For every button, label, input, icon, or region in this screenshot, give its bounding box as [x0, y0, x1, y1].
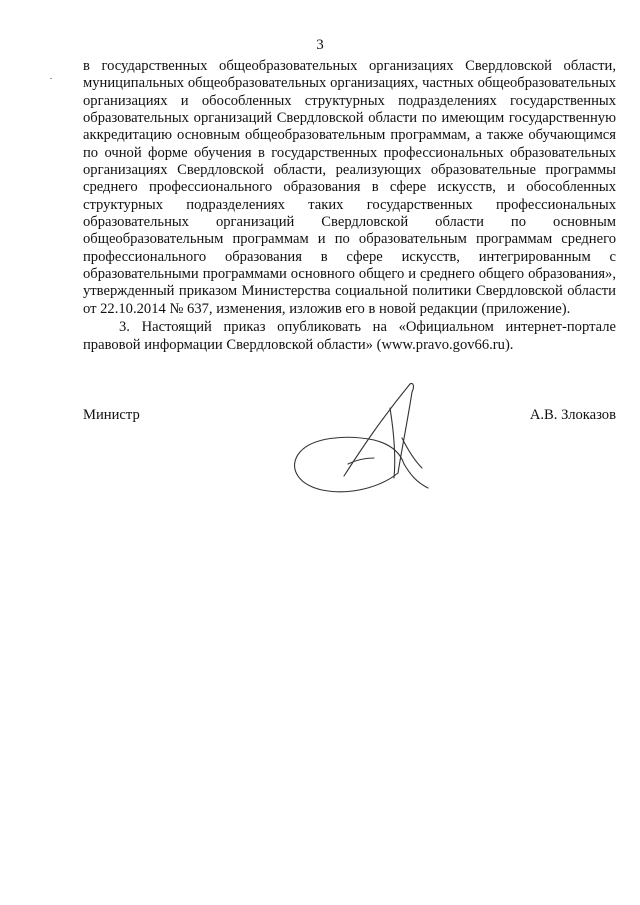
signatory-name: А.В. Злоказов [529, 407, 616, 423]
paragraph-item-3: 3. Настоящий приказ опубликовать на «Официальном интернет-портале правовой информации Свердловской области» (www.pravo.gov66.ru). [83, 319, 616, 353]
signatory-position: Министр [83, 407, 140, 423]
paragraph-continuation: в государственных общеобразовательных организациях Свердловской области, муниципальных общеобразовательных организациях, частных общеобразовательных организациях и обособленных структурных подразделениях государственных образовательных организаций Свердловской области по имеющим государственную аккредитацию основным общеобразовательным программам, а также обучающимся по очной форме обучения в государственных профессиональных образовательных организациях Свердловской области, реализующих образовательные программы среднего профессионального образования в сфере искусств, и обособленных структурных подразделениях таких государственных профессиональных образовательных организаций Свердловской области по основным общеобразовательным программам и по образовательным программам среднего профессионального образования в сфере искусств, интегрированным с образовательными программами основного общего и среднего общего образования», утвержденный приказом Министерства социальной политики Свердловской области от 22.10.2014 № 637, изменения, изложив его в новой редакции (приложение). [83, 58, 616, 317]
page-number: 3 [316, 37, 324, 53]
scan-speck [50, 78, 52, 79]
handwritten-signature [282, 378, 432, 503]
document-body [83, 58, 616, 354]
